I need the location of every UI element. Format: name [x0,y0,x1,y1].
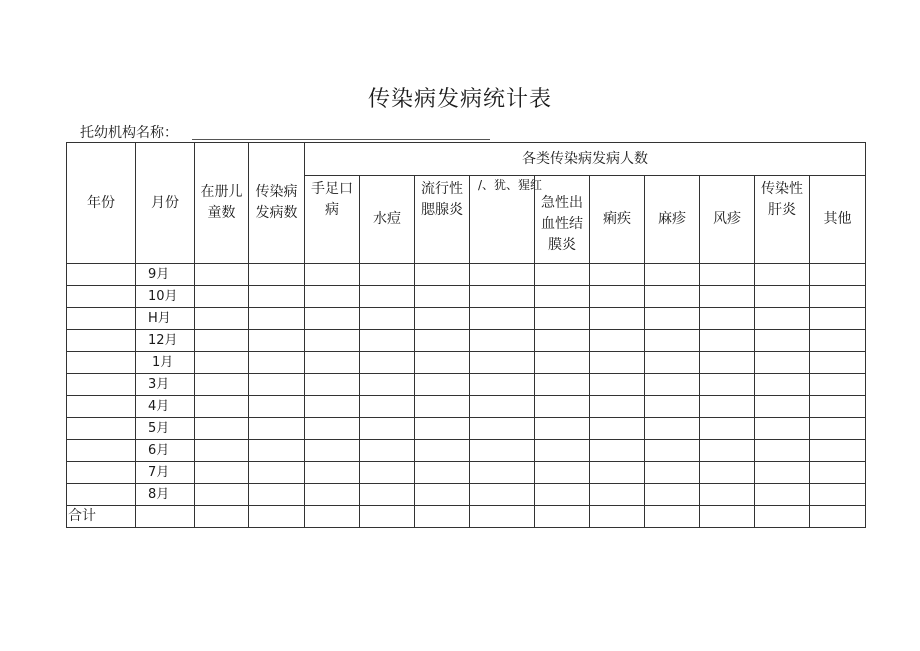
table-cell[interactable] [360,308,415,330]
table-cell[interactable] [700,462,755,484]
table-cell[interactable] [755,352,810,374]
table-cell[interactable] [415,374,470,396]
table-cell[interactable] [470,286,535,308]
table-cell[interactable] [67,308,136,330]
table-cell[interactable] [590,506,645,528]
table-cell[interactable] [535,308,590,330]
table-cell[interactable] [700,352,755,374]
table-cell[interactable] [535,352,590,374]
table-cell[interactable] [360,330,415,352]
table-cell[interactable] [700,506,755,528]
table-cell[interactable] [67,440,136,462]
table-cell[interactable] [415,264,470,286]
table-cell[interactable] [195,330,249,352]
table-cell[interactable] [535,440,590,462]
header-dysentery: 痢疾 [590,176,645,264]
table-cell[interactable] [360,396,415,418]
table-cell[interactable] [645,308,700,330]
table-cell[interactable] [755,440,810,462]
table-cell[interactable] [195,396,249,418]
table-cell[interactable] [810,418,866,440]
table-cell[interactable] [305,374,360,396]
table-cell[interactable] [67,352,136,374]
table-cell[interactable] [360,484,415,506]
table-cell[interactable] [535,286,590,308]
table-cell[interactable] [810,440,866,462]
table-cell[interactable] [755,418,810,440]
table-cell[interactable] [470,374,535,396]
table-cell[interactable] [305,352,360,374]
table-cell[interactable] [305,462,360,484]
table-cell[interactable] [535,462,590,484]
table-cell[interactable] [810,484,866,506]
table-row [67,264,866,286]
table-cell[interactable] [645,462,700,484]
month-cell[interactable]: 4月 [136,396,195,418]
table-cell[interactable] [195,308,249,330]
table-cell[interactable] [470,440,535,462]
table-cell[interactable] [755,484,810,506]
table-row [67,308,866,330]
table-cell[interactable] [360,264,415,286]
table-cell[interactable] [590,462,645,484]
table-cell[interactable] [470,418,535,440]
table-cell[interactable] [415,308,470,330]
table-row [67,440,866,462]
table-cell[interactable] [590,286,645,308]
table-cell[interactable] [535,506,590,528]
table-cell[interactable] [755,286,810,308]
table-cell[interactable] [535,330,590,352]
table-cell[interactable] [700,418,755,440]
table-cell[interactable] [645,440,700,462]
page-title: 传染病发病统计表 [367,87,552,112]
table-row [67,286,866,308]
table-cell[interactable] [470,462,535,484]
table-cell[interactable] [700,374,755,396]
table-cell[interactable] [305,308,360,330]
table-cell[interactable] [195,506,249,528]
month-cell[interactable]: 3月 [136,374,195,396]
table-cell[interactable] [415,352,470,374]
table-cell[interactable] [249,462,305,484]
month-cell[interactable]: 9月 [136,264,195,286]
month-cell[interactable]: 10月 [136,286,195,308]
table-cell[interactable] [645,352,700,374]
table-cell[interactable] [810,264,866,286]
table-cell[interactable] [415,462,470,484]
header-disease-group: 各类传染病发病人数 [305,143,866,176]
table-cell[interactable] [305,330,360,352]
table-cell[interactable] [249,352,305,374]
table-cell[interactable] [645,264,700,286]
table-cell[interactable] [415,418,470,440]
table-cell[interactable] [195,286,249,308]
table-cell[interactable] [755,396,810,418]
table-cell[interactable] [535,396,590,418]
table-cell[interactable] [195,418,249,440]
table-cell[interactable] [195,374,249,396]
table-cell[interactable] [415,286,470,308]
table-cell[interactable] [360,418,415,440]
table-cell[interactable] [645,286,700,308]
total-row [67,506,866,528]
table-cell[interactable] [470,330,535,352]
table-cell[interactable] [590,330,645,352]
table-cell[interactable] [590,308,645,330]
table-row [67,484,866,506]
statistics-table [66,142,866,528]
header-other: 其他 [810,176,866,264]
table-cell[interactable] [305,264,360,286]
month-cell[interactable]: 7月 [136,462,195,484]
table-cell[interactable] [305,506,360,528]
table-cell[interactable] [195,462,249,484]
table-cell[interactable] [67,330,136,352]
total-label[interactable]: 合计 [67,506,136,528]
month-cell[interactable]: 1月 [136,352,195,374]
table-cell[interactable] [360,374,415,396]
table-cell[interactable] [645,330,700,352]
header-hfmd: 手足口病 [305,176,360,264]
header-mumps: 流行性腮腺炎 [415,176,470,264]
table-cell[interactable] [470,308,535,330]
table-cell[interactable] [67,396,136,418]
table-cell[interactable] [645,396,700,418]
table-cell[interactable] [249,264,305,286]
table-cell[interactable] [590,374,645,396]
table-cell[interactable] [360,286,415,308]
table-cell[interactable] [360,506,415,528]
table-cell[interactable] [67,418,136,440]
header-infection-count: 传染病发病数 [249,143,305,264]
table-cell[interactable] [645,374,700,396]
table-row [67,374,866,396]
table-cell[interactable] [470,264,535,286]
table-cell[interactable] [470,352,535,374]
table-cell[interactable] [195,352,249,374]
table-cell[interactable] [590,418,645,440]
table-cell[interactable] [590,264,645,286]
table-cell[interactable] [700,440,755,462]
table-cell[interactable] [645,506,700,528]
table-cell[interactable] [67,462,136,484]
table-cell[interactable] [755,374,810,396]
table-cell[interactable] [305,396,360,418]
table-row [67,418,866,440]
month-cell[interactable]: 8月 [136,484,195,506]
table-cell[interactable] [645,418,700,440]
table-cell[interactable] [535,418,590,440]
table-row [67,396,866,418]
month-cell[interactable]: 5月 [136,418,195,440]
table-cell[interactable] [810,308,866,330]
table-cell[interactable] [590,440,645,462]
header-month: 月份 [136,143,195,264]
table-cell[interactable] [67,374,136,396]
table-cell[interactable] [810,506,866,528]
table-cell[interactable] [810,396,866,418]
table-cell[interactable] [249,484,305,506]
table-cell[interactable] [67,264,136,286]
table-cell[interactable] [700,396,755,418]
header-measles: 麻疹 [645,176,700,264]
month-cell[interactable]: H月 [136,308,195,330]
table-cell[interactable] [700,308,755,330]
header-chickenpox: 水痘 [360,176,415,264]
table-cell[interactable] [590,396,645,418]
table-cell[interactable] [415,506,470,528]
table-cell[interactable] [249,308,305,330]
table-cell[interactable] [810,330,866,352]
table-cell[interactable] [195,484,249,506]
table-cell[interactable] [755,308,810,330]
table-cell[interactable] [67,484,136,506]
table-cell[interactable] [755,506,810,528]
table-cell[interactable] [810,462,866,484]
table-cell[interactable] [67,286,136,308]
table-cell[interactable] [249,418,305,440]
header-rubella: 风疹 [700,176,755,264]
header-hepatitis: 传染性肝炎 [755,176,810,264]
table-cell[interactable] [305,418,360,440]
table-cell[interactable] [535,374,590,396]
table-cell[interactable] [810,374,866,396]
table-cell[interactable] [700,264,755,286]
table-cell[interactable] [305,440,360,462]
org-name-field[interactable] [192,139,490,140]
table-cell[interactable] [470,506,535,528]
org-name-label: 托幼机构名称： [80,125,178,141]
table-row [67,330,866,352]
table-cell[interactable] [249,440,305,462]
table-cell[interactable] [249,396,305,418]
table-cell[interactable] [590,352,645,374]
table-cell[interactable] [249,286,305,308]
table-cell[interactable] [136,506,195,528]
table-cell[interactable] [535,264,590,286]
table-cell[interactable] [195,440,249,462]
table-cell[interactable] [249,374,305,396]
table-row [67,352,866,374]
table-cell[interactable] [700,484,755,506]
table-cell[interactable] [470,484,535,506]
header-conjunctivitis: 急性出血性结膜炎 [535,176,590,264]
month-cell[interactable]: 12月 [136,330,195,352]
table-cell[interactable] [415,440,470,462]
table-cell[interactable] [415,330,470,352]
table-cell[interactable] [249,506,305,528]
table-cell[interactable] [755,264,810,286]
table-cell[interactable] [700,286,755,308]
table-cell[interactable] [305,484,360,506]
table-cell[interactable] [195,264,249,286]
table-cell[interactable] [535,484,590,506]
header-enrolled-children: 在册儿童数 [195,143,249,264]
table-cell[interactable] [360,440,415,462]
table-cell[interactable] [645,484,700,506]
table-cell[interactable] [415,484,470,506]
table-cell[interactable] [700,330,755,352]
header-year: 年份 [67,143,136,264]
table-cell[interactable] [415,396,470,418]
table-cell[interactable] [360,352,415,374]
table-row [67,462,866,484]
month-cell[interactable]: 6月 [136,440,195,462]
table-cell[interactable] [470,396,535,418]
header-scarlet-fever: /、犹、猩红 [470,176,535,264]
table-cell[interactable] [810,352,866,374]
table-cell[interactable] [249,330,305,352]
table-cell[interactable] [305,286,360,308]
table-cell[interactable] [755,330,810,352]
table-cell[interactable] [810,286,866,308]
table-cell[interactable] [360,462,415,484]
table-cell[interactable] [755,462,810,484]
table-cell[interactable] [590,484,645,506]
